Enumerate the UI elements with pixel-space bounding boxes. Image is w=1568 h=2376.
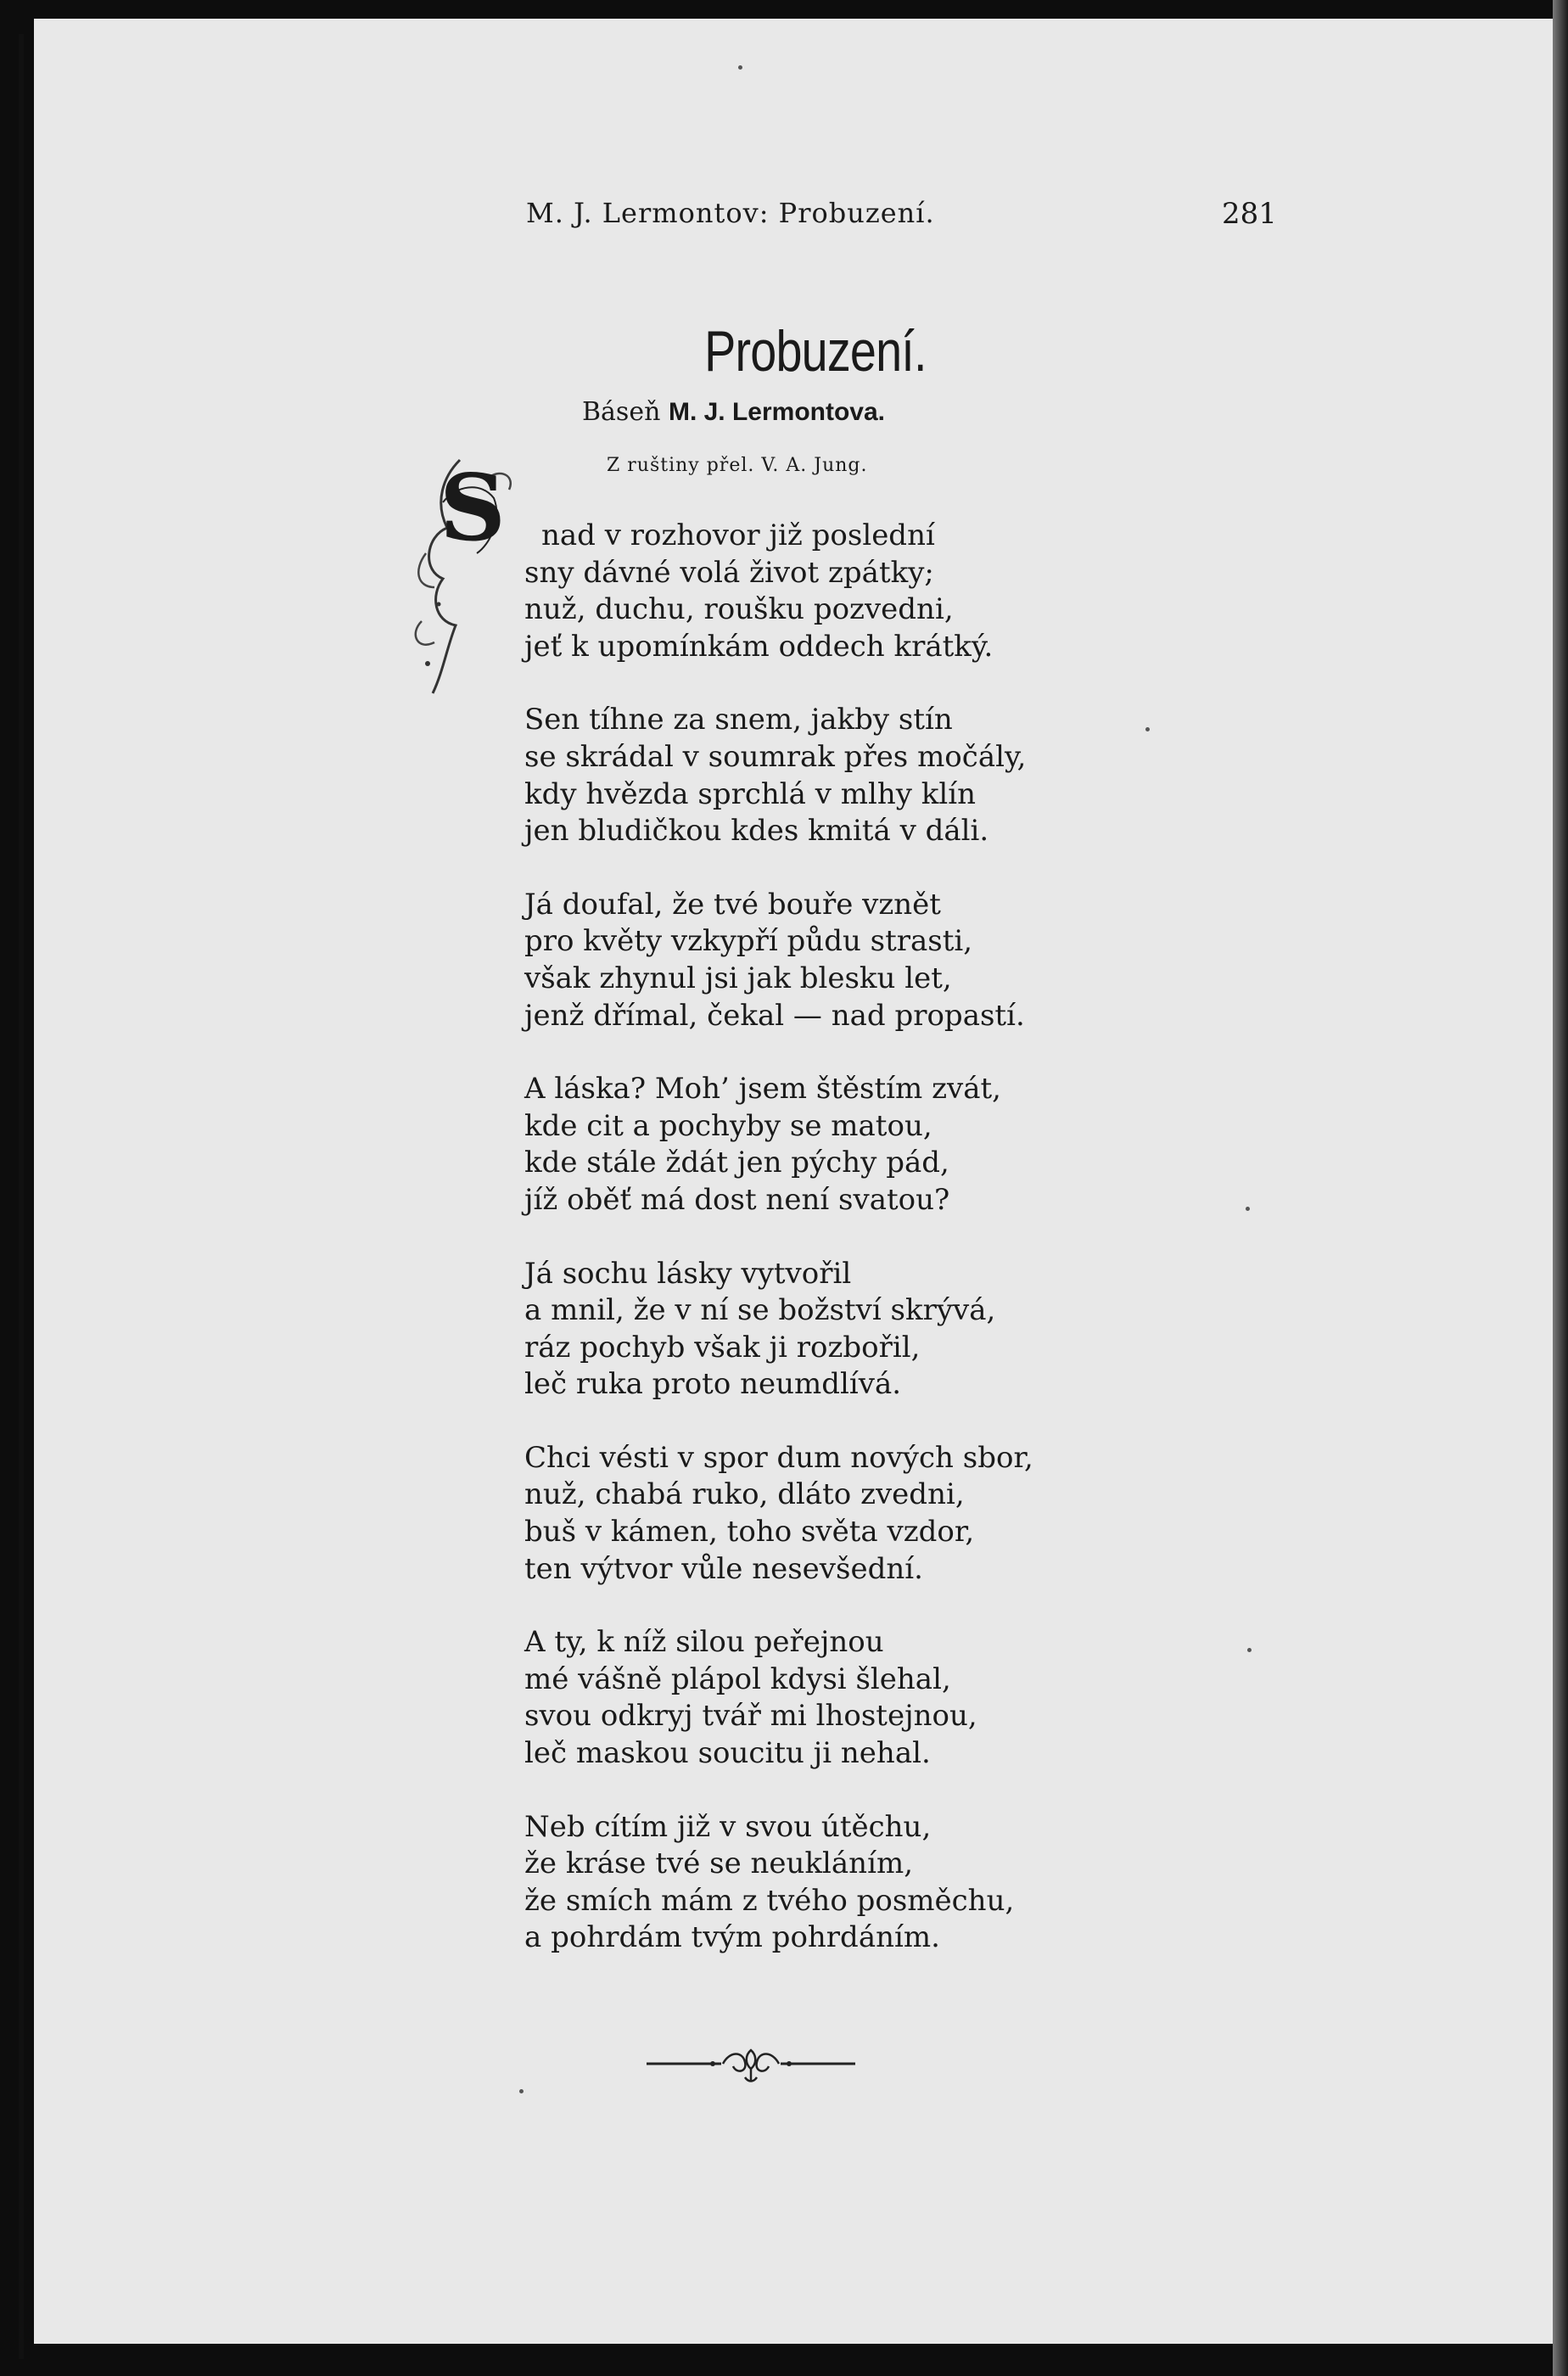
subtitle-author: M. J. Lermontova. xyxy=(668,398,885,426)
poem-title: Probuzení. xyxy=(704,319,927,384)
verse-line: však zhynul jsi jak blesku let, xyxy=(524,961,952,995)
verse-line: nuž, chabá ruko, dláto zvedni, xyxy=(524,1477,965,1512)
verse-line: ten výtvor vůle nesevšední. xyxy=(524,1551,923,1586)
verse-line: A láska? Moh’ jsem štěstím zvát, xyxy=(524,1072,1001,1107)
end-ornament-icon xyxy=(645,2038,857,2089)
translator-credit: Z ruštiny přel. V. A. Jung. xyxy=(607,455,868,476)
verse-line: a mnil, že v ní se božství skrývá, xyxy=(524,1293,996,1328)
ink-speck xyxy=(1246,1207,1250,1211)
verse-line: a pohrdám tvým pohrdáním. xyxy=(524,1920,940,1955)
stanza xyxy=(524,1256,1203,1404)
verse-line: že smích mám z tvého posměchu, xyxy=(524,1883,1015,1918)
stanza xyxy=(524,518,1203,665)
stanza xyxy=(524,1440,1203,1588)
verse-line: kdy hvězda sprchlá v mlhy klín xyxy=(524,776,977,811)
ink-speck xyxy=(738,65,742,70)
verse-line: že kráse tvé se neukláním, xyxy=(524,1846,914,1881)
verse-line: nad v rozhovor již poslední xyxy=(541,518,935,552)
verse-line: leč maskou soucitu ji nehal. xyxy=(524,1736,931,1771)
verse-line: Sen tíhne za snem, jakby stín xyxy=(524,703,953,737)
ink-speck xyxy=(1247,1648,1252,1652)
page-number: 281 xyxy=(1222,197,1277,231)
verse-line: Já sochu lásky vytvořil xyxy=(524,1256,852,1291)
verse-line: jíž oběť má dost není svatou? xyxy=(524,1182,950,1217)
running-header xyxy=(0,197,1568,239)
verse-line: nuž, duchu, roušku pozvedni, xyxy=(524,592,954,627)
running-title: M. J. Lermontov: Probuzení. xyxy=(526,197,935,229)
verse-line: se skrádal v soumrak přes močály, xyxy=(524,739,1027,774)
page-edge xyxy=(1553,0,1568,2376)
verse-line: leč ruka proto neumdlívá. xyxy=(524,1367,902,1402)
stanza xyxy=(524,887,1203,1034)
verse-line: Neb cítím již v svou útěchu, xyxy=(524,1809,932,1844)
stanza xyxy=(524,702,1203,849)
binding-edge xyxy=(19,34,24,2359)
verse-line: A ty, k níž silou peřejnou xyxy=(524,1625,884,1660)
stanza xyxy=(524,1624,1203,1772)
verse-line: kde cit a pochyby se matou, xyxy=(524,1108,932,1143)
verse-line: pro květy vzkypří půdu strasti, xyxy=(524,924,973,959)
stanza xyxy=(524,1071,1203,1219)
verse-line: sny dávné volá život zpátky; xyxy=(524,555,934,590)
stanza xyxy=(524,1809,1203,1957)
poem-body xyxy=(524,518,1203,1993)
verse-line: Já doufal, že tvé bouře vznět xyxy=(524,887,941,922)
verse-line: kde stále ždát jen pýchy pád, xyxy=(524,1146,949,1180)
subtitle-prefix: Báseň xyxy=(582,397,661,427)
verse-line: Chci vésti v spor dum nových sbor, xyxy=(524,1440,1033,1475)
verse-line: svou odkryj tvář mi lhostejnou, xyxy=(524,1699,977,1734)
verse-line: mé vášně plápol kdysi šlehal, xyxy=(524,1662,951,1696)
verse-line: ráz pochyb však ji rozbořil, xyxy=(524,1330,921,1365)
verse-line: buš v kámen, toho světa vzdor, xyxy=(524,1515,975,1549)
ink-speck xyxy=(519,2089,524,2093)
poem-subtitle xyxy=(582,397,885,427)
dropcap-letter: S xyxy=(440,455,506,562)
verse-line: jeť k upomínkám oddech krátký. xyxy=(524,629,994,664)
verse-line: jen bludičkou kdes kmitá v dáli. xyxy=(524,814,989,849)
verse-line: jenž dřímal, čekal — nad propastí. xyxy=(524,998,1025,1033)
